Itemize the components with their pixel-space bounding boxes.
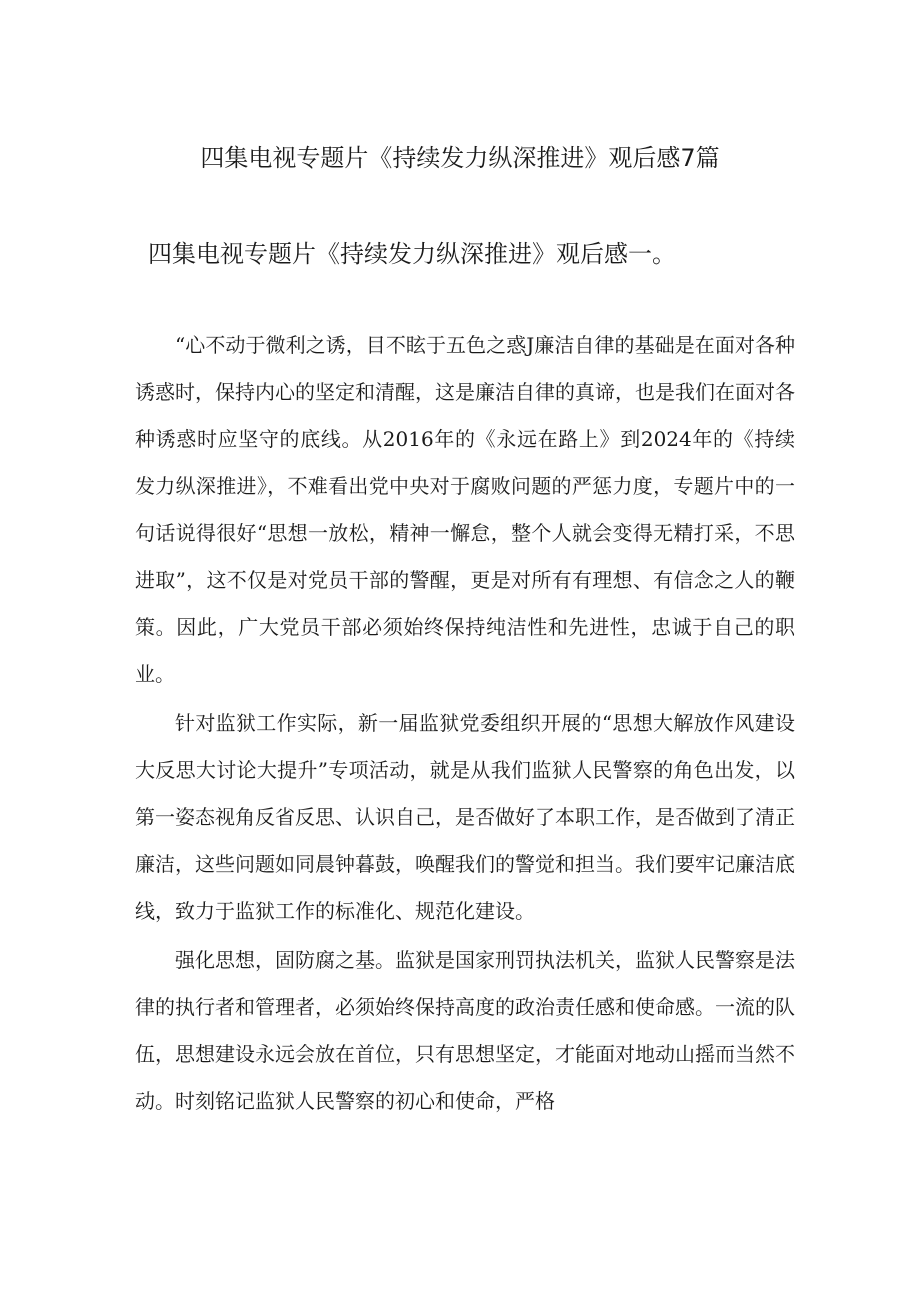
paragraph-1: “心不动于微利之诱，目不眩于五色之惑J廉洁自律的基础是在面对各种诱惑时，保持内心的坚定和清醒，这是廉洁自律的真谛，也是我们在面对各种诱惑时应坚守的底线。从2016年的《永远在路上》到2024年的《持续发力纵深推进》，不难看出党中央对于腐败问题的严惩力度，专题片中的一句话说得很好“思想一放松，精神一懈怠，整个人就会变得无精打采，不思进取”，这不仅是对党员干部的警醒，更是对所有有理想、有信念之人的鞭策。因此，广大党员干部必须始终保持纯洁性和先进性，忠诚于自己的职业。	[135, 333, 795, 686]
section-heading: 四集电视专题片《持续发力纵深推进》观后感一。	[148, 240, 676, 268]
paragraph-2: 针对监狱工作实际，新一届监狱党委组织开展的“思想大解放作风建设大反思大讨论大提升”专项活动，就是从我们监狱人民警察的角色出发，以第一姿态视角反省反思、认识自己，是否做好了本职工作，是否做到了清正廉洁，这些问题如同晨钟暮鼓，唤醒我们的警觉和担当。我们要牢记廉洁底线，致力于监狱工作的标准化、规范化建设。	[135, 711, 795, 923]
body-text	[135, 322, 795, 1125]
paragraph-3: 强化思想，固防腐之基。监狱是国家刑罚执法机关，监狱人民警察是法律的执行者和管理者，必须始终保持高度的政治责任感和使命感。一流的队伍，思想建设永远会放在首位，只有思想坚定，才能面对地动山摇而当然不动。时刻铭记监狱人民警察的初心和使命，严格	[135, 948, 795, 1113]
document-title: 四集电视专题片《持续发力纵深推进》观后感7篇	[200, 144, 720, 172]
